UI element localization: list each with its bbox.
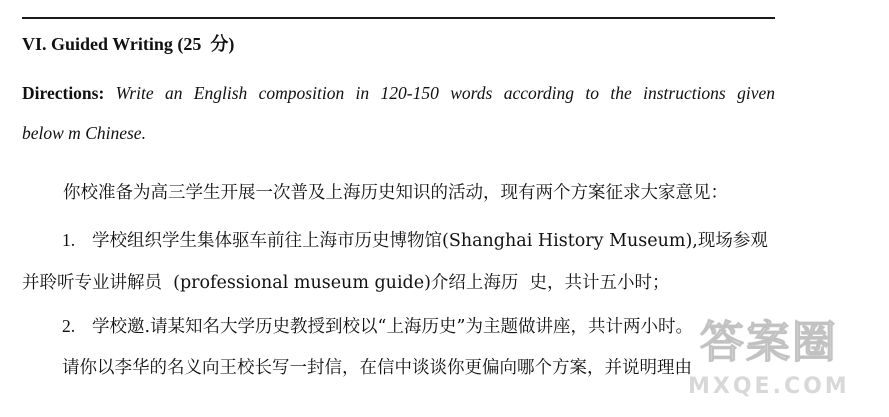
directions-text: Write an English composition in 120-150 words according to the instructions given [115,83,776,103]
directions-line [22,82,775,104]
prompt-closing: 请你以李华的名义向王校长写一封信，在信中谈谈你更偏向哪个方案，并说明理由 [62,358,692,378]
list-item [62,315,693,338]
directions-continuation: below m Chinese. [22,123,146,143]
watermark-logo [688,316,850,400]
list-item-continuation: 并聆听专业讲解员 (professional museum guide)介绍上海历 史，共计五小时； [22,273,670,293]
list-item-number: 1. [62,230,76,250]
list-item-text: 学校邀.请某知名大学历史教授到校以“上海历史”为主题做讲座，共计两小时。 [92,317,693,337]
prompt-intro: 你校准备为高三学生开展一次普及上海历史知识的活动，现有两个方案征求大家意见： [63,183,728,203]
watermark-logo-domain: MXQE.COM [688,374,850,399]
list-item [62,229,768,252]
directions-label: Directions: [22,83,105,103]
watermark-logo-mark: 答案圈 [699,317,838,368]
top-rule [22,17,775,19]
list-item-number: 2. [62,316,76,336]
section-title: VI. Guided Writing (25 分) [22,34,235,54]
list-item-text: 学校组织学生集体驱车前往上海市历史博物馆(Shanghai History Museum),现场参观 [92,231,768,251]
